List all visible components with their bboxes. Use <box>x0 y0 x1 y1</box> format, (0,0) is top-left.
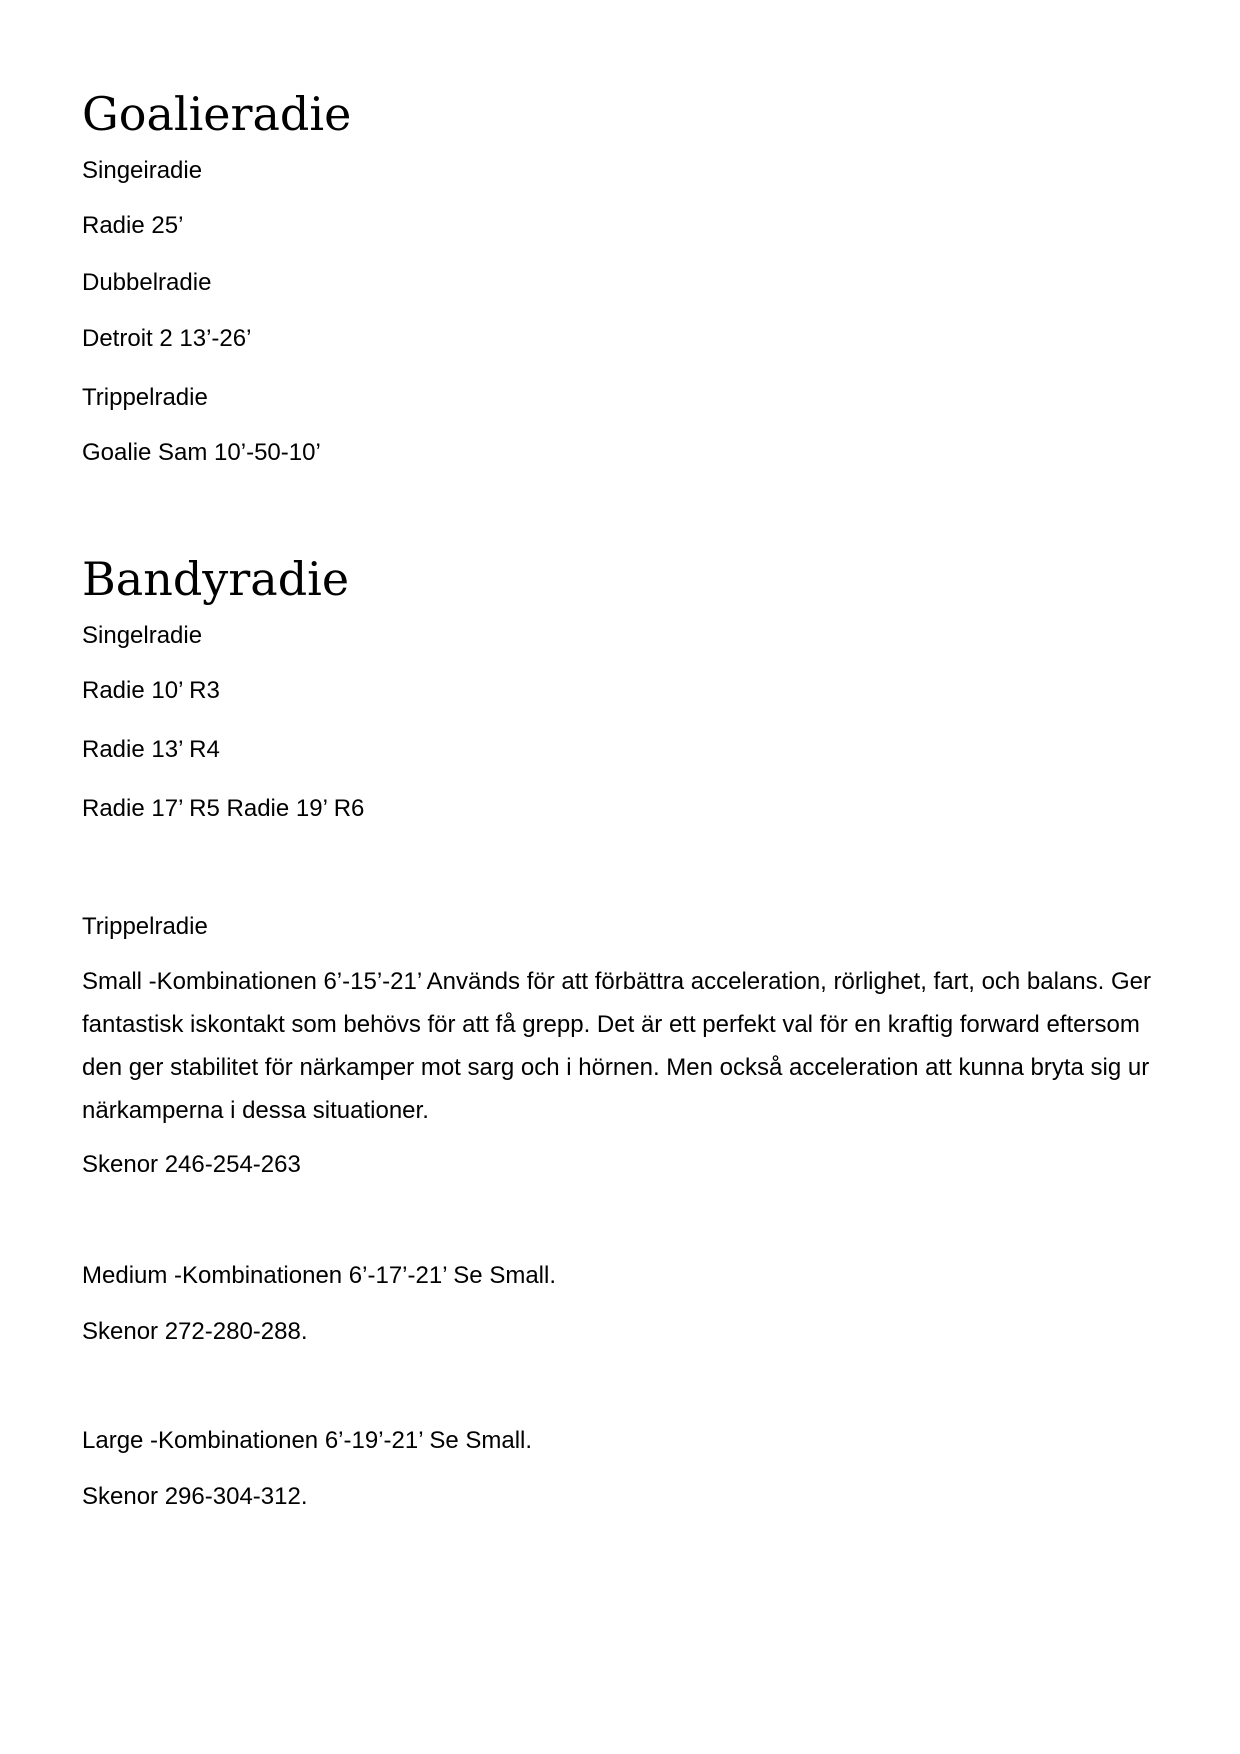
bandy-single-line: Radie 10’ R3 <box>82 677 220 704</box>
goalie-line-double-radius: Detroit 2 13’-26’ <box>82 325 252 352</box>
bandy-large-description: Large -Kombinationen 6’-19’-21’ Se Small. <box>82 1427 533 1454</box>
bandy-single-title: Singelradie <box>82 622 203 649</box>
bandy-small-description: Small -Kombinationen 6’-15’-21’ Används för att förbättra acceleration, rörlighet, fart, och balans. Ger fantastisk iskontakt som behövs för att få grepp. Det är ett perfekt val för en kraftig forward eftersom den ger stabilitet för närkamper mot sarg och i hörnen. Men också acceleration att kunna bryta sig ur närkamperna i dessa situationer. <box>82 968 1151 1124</box>
bandy-medium-description: Medium -Kombinationen 6’-17’-21’ Se Small. <box>82 1262 556 1289</box>
bandy-single-line: Radie 13’ R4 <box>82 736 220 763</box>
bandy-large-skenor: Skenor 296-304-312. <box>82 1483 308 1510</box>
goalie-line-single-title: Singeiradie <box>82 157 203 184</box>
goalie-heading: Goalieradie <box>82 87 352 141</box>
bandy-small-skenor: Skenor 246-254-263 <box>82 1151 301 1178</box>
goalie-line-triple-radius: Goalie Sam 10’-50-10’ <box>82 439 321 466</box>
bandy-single-line: Radie 17’ R5 Radie 19’ R6 <box>82 795 365 822</box>
goalie-line-double-title: Dubbelradie <box>82 269 212 296</box>
bandy-medium-skenor: Skenor 272-280-288. <box>82 1318 308 1345</box>
bandy-heading: Bandyradie <box>82 552 350 606</box>
bandy-triple-title: Trippelradie <box>82 913 208 940</box>
goalie-line-single-radius: Radie 25’ <box>82 212 184 239</box>
goalie-line-triple-title: Trippelradie <box>82 384 208 411</box>
